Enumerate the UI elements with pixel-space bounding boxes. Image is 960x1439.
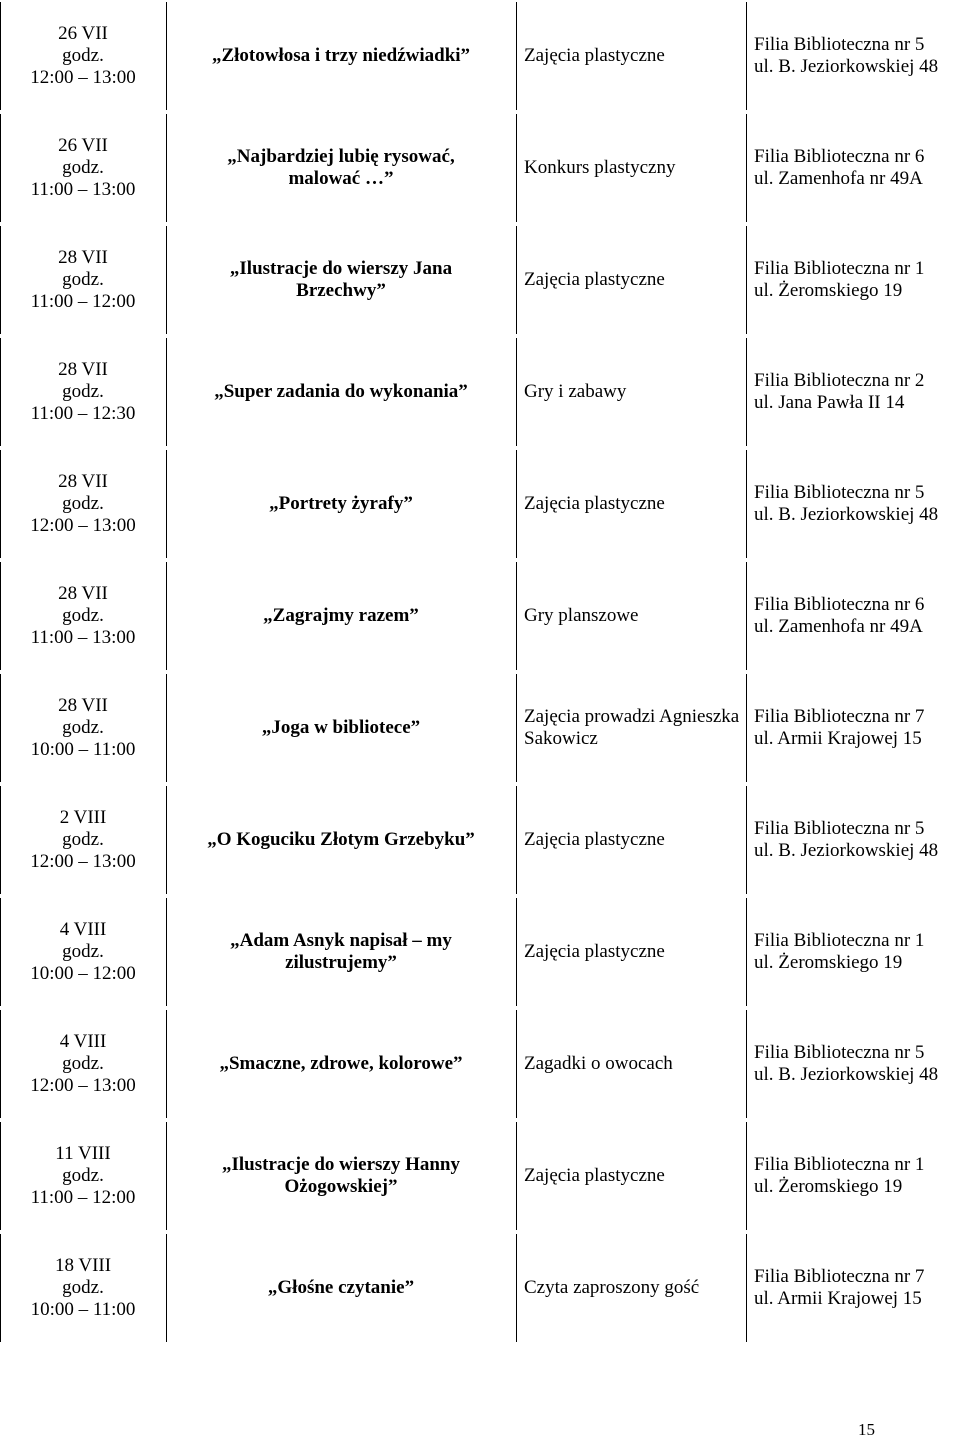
event-type: Konkurs plastyczny: [524, 157, 676, 178]
event-type: Zajęcia plastyczne: [524, 1165, 665, 1186]
event-time: 11:00 – 12:30: [30, 403, 136, 424]
place-name: Filia Biblioteczna nr 1: [754, 258, 925, 279]
place-address: ul. Żeromskiego 19: [754, 280, 903, 301]
event-hour-label: godz.: [62, 1053, 104, 1074]
event-place-cell: [746, 1234, 960, 1342]
table-row: [0, 112, 960, 224]
event-hour-label: godz.: [62, 1277, 104, 1298]
event-date: 26 VII: [58, 135, 108, 156]
event-place-cell: [746, 562, 960, 670]
table-row: [0, 560, 960, 672]
event-hour-label: godz.: [62, 1165, 104, 1186]
place-address: ul. Żeromskiego 19: [754, 1176, 903, 1197]
page-number: 15: [858, 1420, 875, 1439]
event-date-cell: [0, 786, 166, 894]
table-row: [0, 1232, 960, 1344]
event-date: 4 VIII: [59, 919, 107, 940]
event-date-cell: [0, 2, 166, 110]
table-row: [0, 224, 960, 336]
place-name: Filia Biblioteczna nr 6: [754, 146, 925, 167]
event-date: 28 VII: [58, 247, 108, 268]
event-title: „Zagrajmy razem”: [263, 605, 419, 626]
table-row: [0, 1008, 960, 1120]
event-time: 12:00 – 13:00: [30, 1075, 136, 1096]
event-title: „Głośne czytanie”: [267, 1277, 415, 1298]
event-hour-label: godz.: [62, 45, 104, 66]
place-name: Filia Biblioteczna nr 5: [754, 1042, 925, 1063]
event-title: „Ilustracje do wierszy Jana Brzechwy”: [229, 258, 453, 301]
event-time: 11:00 – 13:00: [30, 179, 136, 200]
event-place-cell: [746, 450, 960, 558]
place-address: ul. Zamenhofa nr 49A: [754, 168, 923, 189]
event-date-cell: [0, 338, 166, 446]
event-time: 11:00 – 12:00: [30, 291, 136, 312]
event-place-cell: [746, 898, 960, 1006]
event-date-cell: [0, 1122, 166, 1230]
event-title: „Super zadania do wykonania”: [214, 381, 468, 402]
event-place-cell: [746, 2, 960, 110]
place-address: ul. B. Jeziorkowskiej 48: [754, 1064, 939, 1085]
event-title: „O Koguciku Złotym Grzebyku”: [207, 829, 475, 850]
event-hour-label: godz.: [62, 157, 104, 178]
event-type: Zajęcia plastyczne: [524, 829, 665, 850]
table-row: [0, 896, 960, 1008]
event-hour-label: godz.: [62, 269, 104, 290]
place-name: Filia Biblioteczna nr 1: [754, 1154, 925, 1175]
event-title: „Joga w bibliotece”: [261, 717, 421, 738]
event-time: 11:00 – 12:00: [30, 1187, 136, 1208]
event-type: Gry i zabawy: [524, 381, 627, 402]
event-type: Zajęcia plastyczne: [524, 941, 665, 962]
event-place-cell: [746, 338, 960, 446]
event-date: 26 VII: [58, 23, 108, 44]
table-row: [0, 672, 960, 784]
event-hour-label: godz.: [62, 493, 104, 514]
event-time: 12:00 – 13:00: [30, 851, 136, 872]
table-row: [0, 336, 960, 448]
event-date-cell: [0, 1234, 166, 1342]
place-address: ul. Armii Krajowej 15: [754, 728, 922, 749]
place-name: Filia Biblioteczna nr 5: [754, 818, 925, 839]
event-date: 18 VIII: [54, 1255, 112, 1276]
event-time: 11:00 – 13:00: [30, 627, 136, 648]
event-date-cell: [0, 1010, 166, 1118]
event-date-cell: [0, 226, 166, 334]
event-title: „Ilustracje do wierszy Hanny Ożogowskiej”: [221, 1154, 460, 1197]
place-address: ul. B. Jeziorkowskiej 48: [754, 504, 939, 525]
table-row: [0, 1120, 960, 1232]
table-row: [0, 0, 960, 112]
place-name: Filia Biblioteczna nr 6: [754, 594, 925, 615]
place-name: Filia Biblioteczna nr 1: [754, 930, 925, 951]
event-date-cell: [0, 898, 166, 1006]
place-address: ul. Żeromskiego 19: [754, 952, 903, 973]
event-place-cell: [746, 674, 960, 782]
event-hour-label: godz.: [62, 717, 104, 738]
event-date: 28 VII: [58, 359, 108, 380]
event-time: 10:00 – 12:00: [30, 963, 136, 984]
place-address: ul. Jana Pawła II 14: [754, 392, 905, 413]
event-place-cell: [746, 1122, 960, 1230]
event-hour-label: godz.: [62, 941, 104, 962]
event-date: 2 VIII: [59, 807, 107, 828]
event-place-cell: [746, 114, 960, 222]
table-row: [0, 784, 960, 896]
event-date: 28 VII: [58, 471, 108, 492]
place-name: Filia Biblioteczna nr 7: [754, 706, 925, 727]
event-title: „Smaczne, zdrowe, kolorowe”: [219, 1053, 463, 1074]
event-type: Zajęcia plastyczne: [524, 45, 665, 66]
place-address: ul. Armii Krajowej 15: [754, 1288, 922, 1309]
place-address: ul. B. Jeziorkowskiej 48: [754, 840, 939, 861]
event-date: 11 VIII: [55, 1143, 111, 1164]
event-type: Zajęcia prowadzi Agnieszka Sakowicz: [524, 706, 740, 749]
event-hour-label: godz.: [62, 829, 104, 850]
place-name: Filia Biblioteczna nr 2: [754, 370, 925, 391]
table-row: [0, 448, 960, 560]
event-title: „Złotowłosa i trzy niedźwiadki”: [211, 45, 471, 66]
event-hour-label: godz.: [62, 605, 104, 626]
event-time: 10:00 – 11:00: [30, 739, 136, 760]
event-time: 12:00 – 13:00: [30, 515, 136, 536]
event-type: Gry planszowe: [524, 605, 639, 626]
event-date: 28 VII: [58, 583, 108, 604]
event-time: 12:00 – 13:00: [30, 67, 136, 88]
place-name: Filia Biblioteczna nr 7: [754, 1266, 925, 1287]
event-date-cell: [0, 674, 166, 782]
event-time: 10:00 – 11:00: [30, 1299, 136, 1320]
place-address: ul. B. Jeziorkowskiej 48: [754, 56, 939, 77]
event-date-cell: [0, 450, 166, 558]
event-type: Zagadki o owocach: [524, 1053, 673, 1074]
event-title: „Portrety żyrafy”: [269, 493, 413, 514]
place-name: Filia Biblioteczna nr 5: [754, 482, 925, 503]
event-place-cell: [746, 786, 960, 894]
event-title: „Najbardziej lubię rysować, malować …”: [227, 146, 455, 189]
place-name: Filia Biblioteczna nr 5: [754, 34, 925, 55]
event-type: Zajęcia plastyczne: [524, 493, 665, 514]
event-hour-label: godz.: [62, 381, 104, 402]
event-date: 28 VII: [58, 695, 108, 716]
event-date-cell: [0, 114, 166, 222]
event-title: „Adam Asnyk napisał – my zilustrujemy”: [230, 930, 452, 973]
event-place-cell: [746, 226, 960, 334]
event-date-cell: [0, 562, 166, 670]
event-date: 4 VIII: [59, 1031, 107, 1052]
event-place-cell: [746, 1010, 960, 1118]
event-type: Czyta zaproszony gość: [524, 1277, 700, 1298]
place-address: ul. Zamenhofa nr 49A: [754, 616, 923, 637]
event-type: Zajęcia plastyczne: [524, 269, 665, 290]
